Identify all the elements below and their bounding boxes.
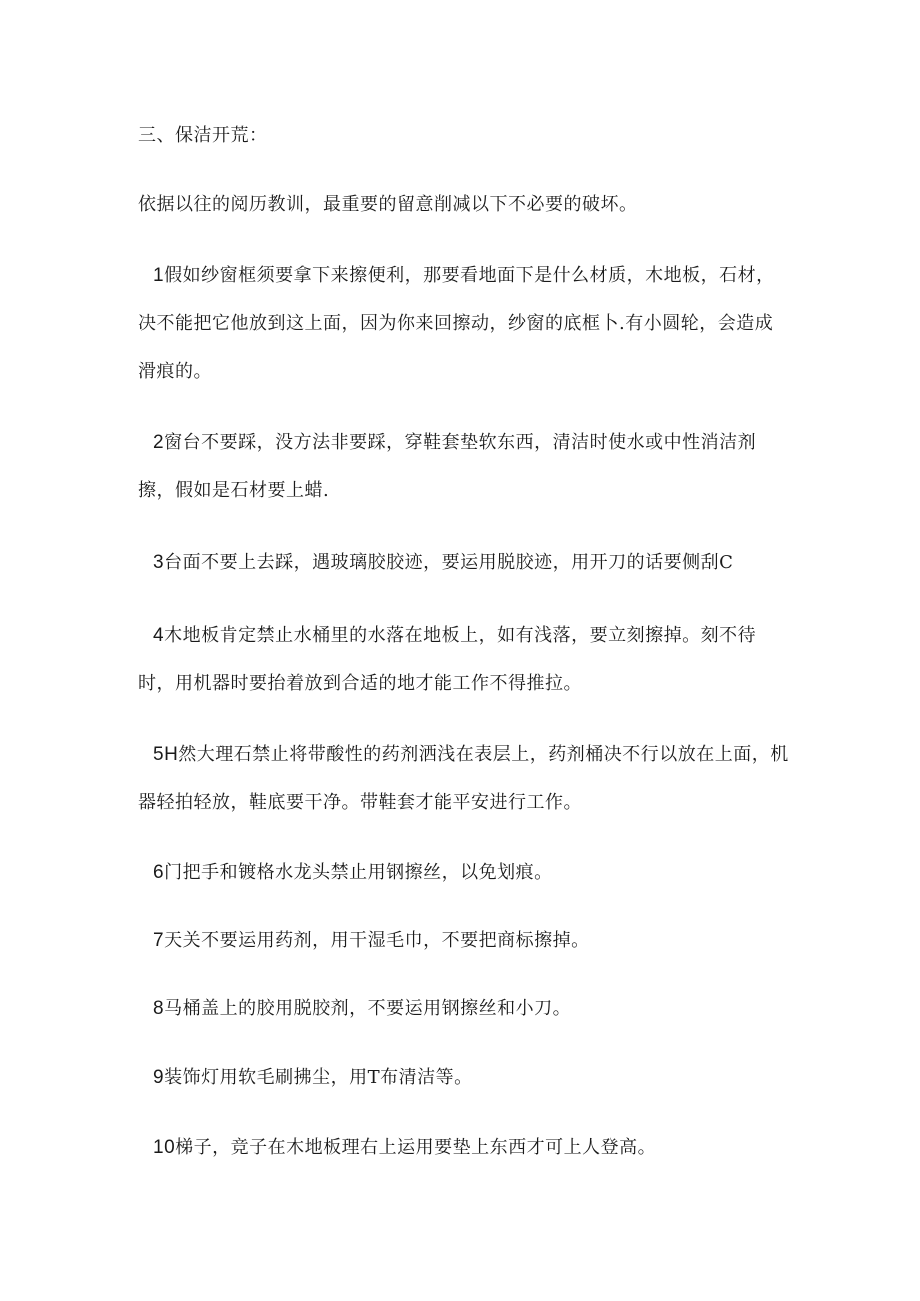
list-item-1-line-2: 决不能把它他放到这上面，因为你来回擦动，纱窗的底框卜.有小圆轮，会造成: [138, 313, 774, 334]
list-item-8-line-1: 8马桶盖上的胶用脱胶剂，不要运用钢擦丝和小刀。: [153, 998, 572, 1019]
list-item-3-line-1: 3台面不要上去踩，遇玻璃胶胶迹，要运用脱胶迹，用开刀的话要侧刮C: [153, 552, 734, 573]
item-number: 4: [153, 625, 165, 646]
item-number: 10: [153, 1137, 176, 1158]
item-number: 2: [153, 432, 165, 453]
list-item-10-line-1: 10梯子，竞子在木地板理右上运用要垫上东西才可上人登高。: [153, 1137, 657, 1158]
list-item-9-line-1: 9装饰灯用软毛刷拂尘，用T布清洁等。: [153, 1067, 473, 1088]
list-item-2-line-2: 擦，假如是石材要上蜡.: [138, 480, 330, 501]
list-item-4-line-2: 时，用机器时要抬着放到合适的地才能工作不得推拉。: [138, 673, 582, 694]
item-number: 8: [153, 998, 165, 1019]
list-item-2-line-1: 2窗台不要踩，没方法非要踩，穿鞋套垫软东西，清洁时使水或中性消洁剂: [153, 432, 757, 453]
section-heading: 三、保洁开荒：: [138, 125, 268, 146]
item-number: 3: [153, 552, 165, 573]
intro-paragraph: 依据以往的阅历教训，最重要的留意削减以下不必要的破坏。: [138, 194, 638, 215]
list-item-5-line-2: 器轻拍轻放，鞋底要干净。带鞋套才能平安进行工作。: [138, 792, 582, 813]
item-number: 5H: [153, 744, 179, 765]
list-item-7-line-1: 7天关不要运用药剂，用干湿毛巾，不要把商标擦掉。: [153, 930, 590, 951]
list-item-1-line-1: 1假如纱窗框须要拿下来擦便利，那要看地面下是什么材质，木地板，石材，: [153, 265, 775, 286]
list-item-1-line-3: 滑痕的。: [138, 361, 212, 382]
list-item-4-line-1: 4木地板肯定禁止水桶里的水落在地板上，如有浅落，要立刻擦掉。刻不待: [153, 625, 757, 646]
item-number: 7: [153, 930, 165, 951]
list-item-6-line-1: 6门把手和镀格水龙头禁止用钢擦丝，以免划痕。: [153, 862, 553, 883]
item-number: 1: [153, 265, 165, 286]
item-number: 9: [153, 1067, 165, 1088]
list-item-5-line-1: 5H然大理石禁止将带酸性的药剂洒浅在表层上，药剂桶决不行以放在上面，机: [153, 744, 789, 765]
item-number: 6: [153, 862, 165, 883]
